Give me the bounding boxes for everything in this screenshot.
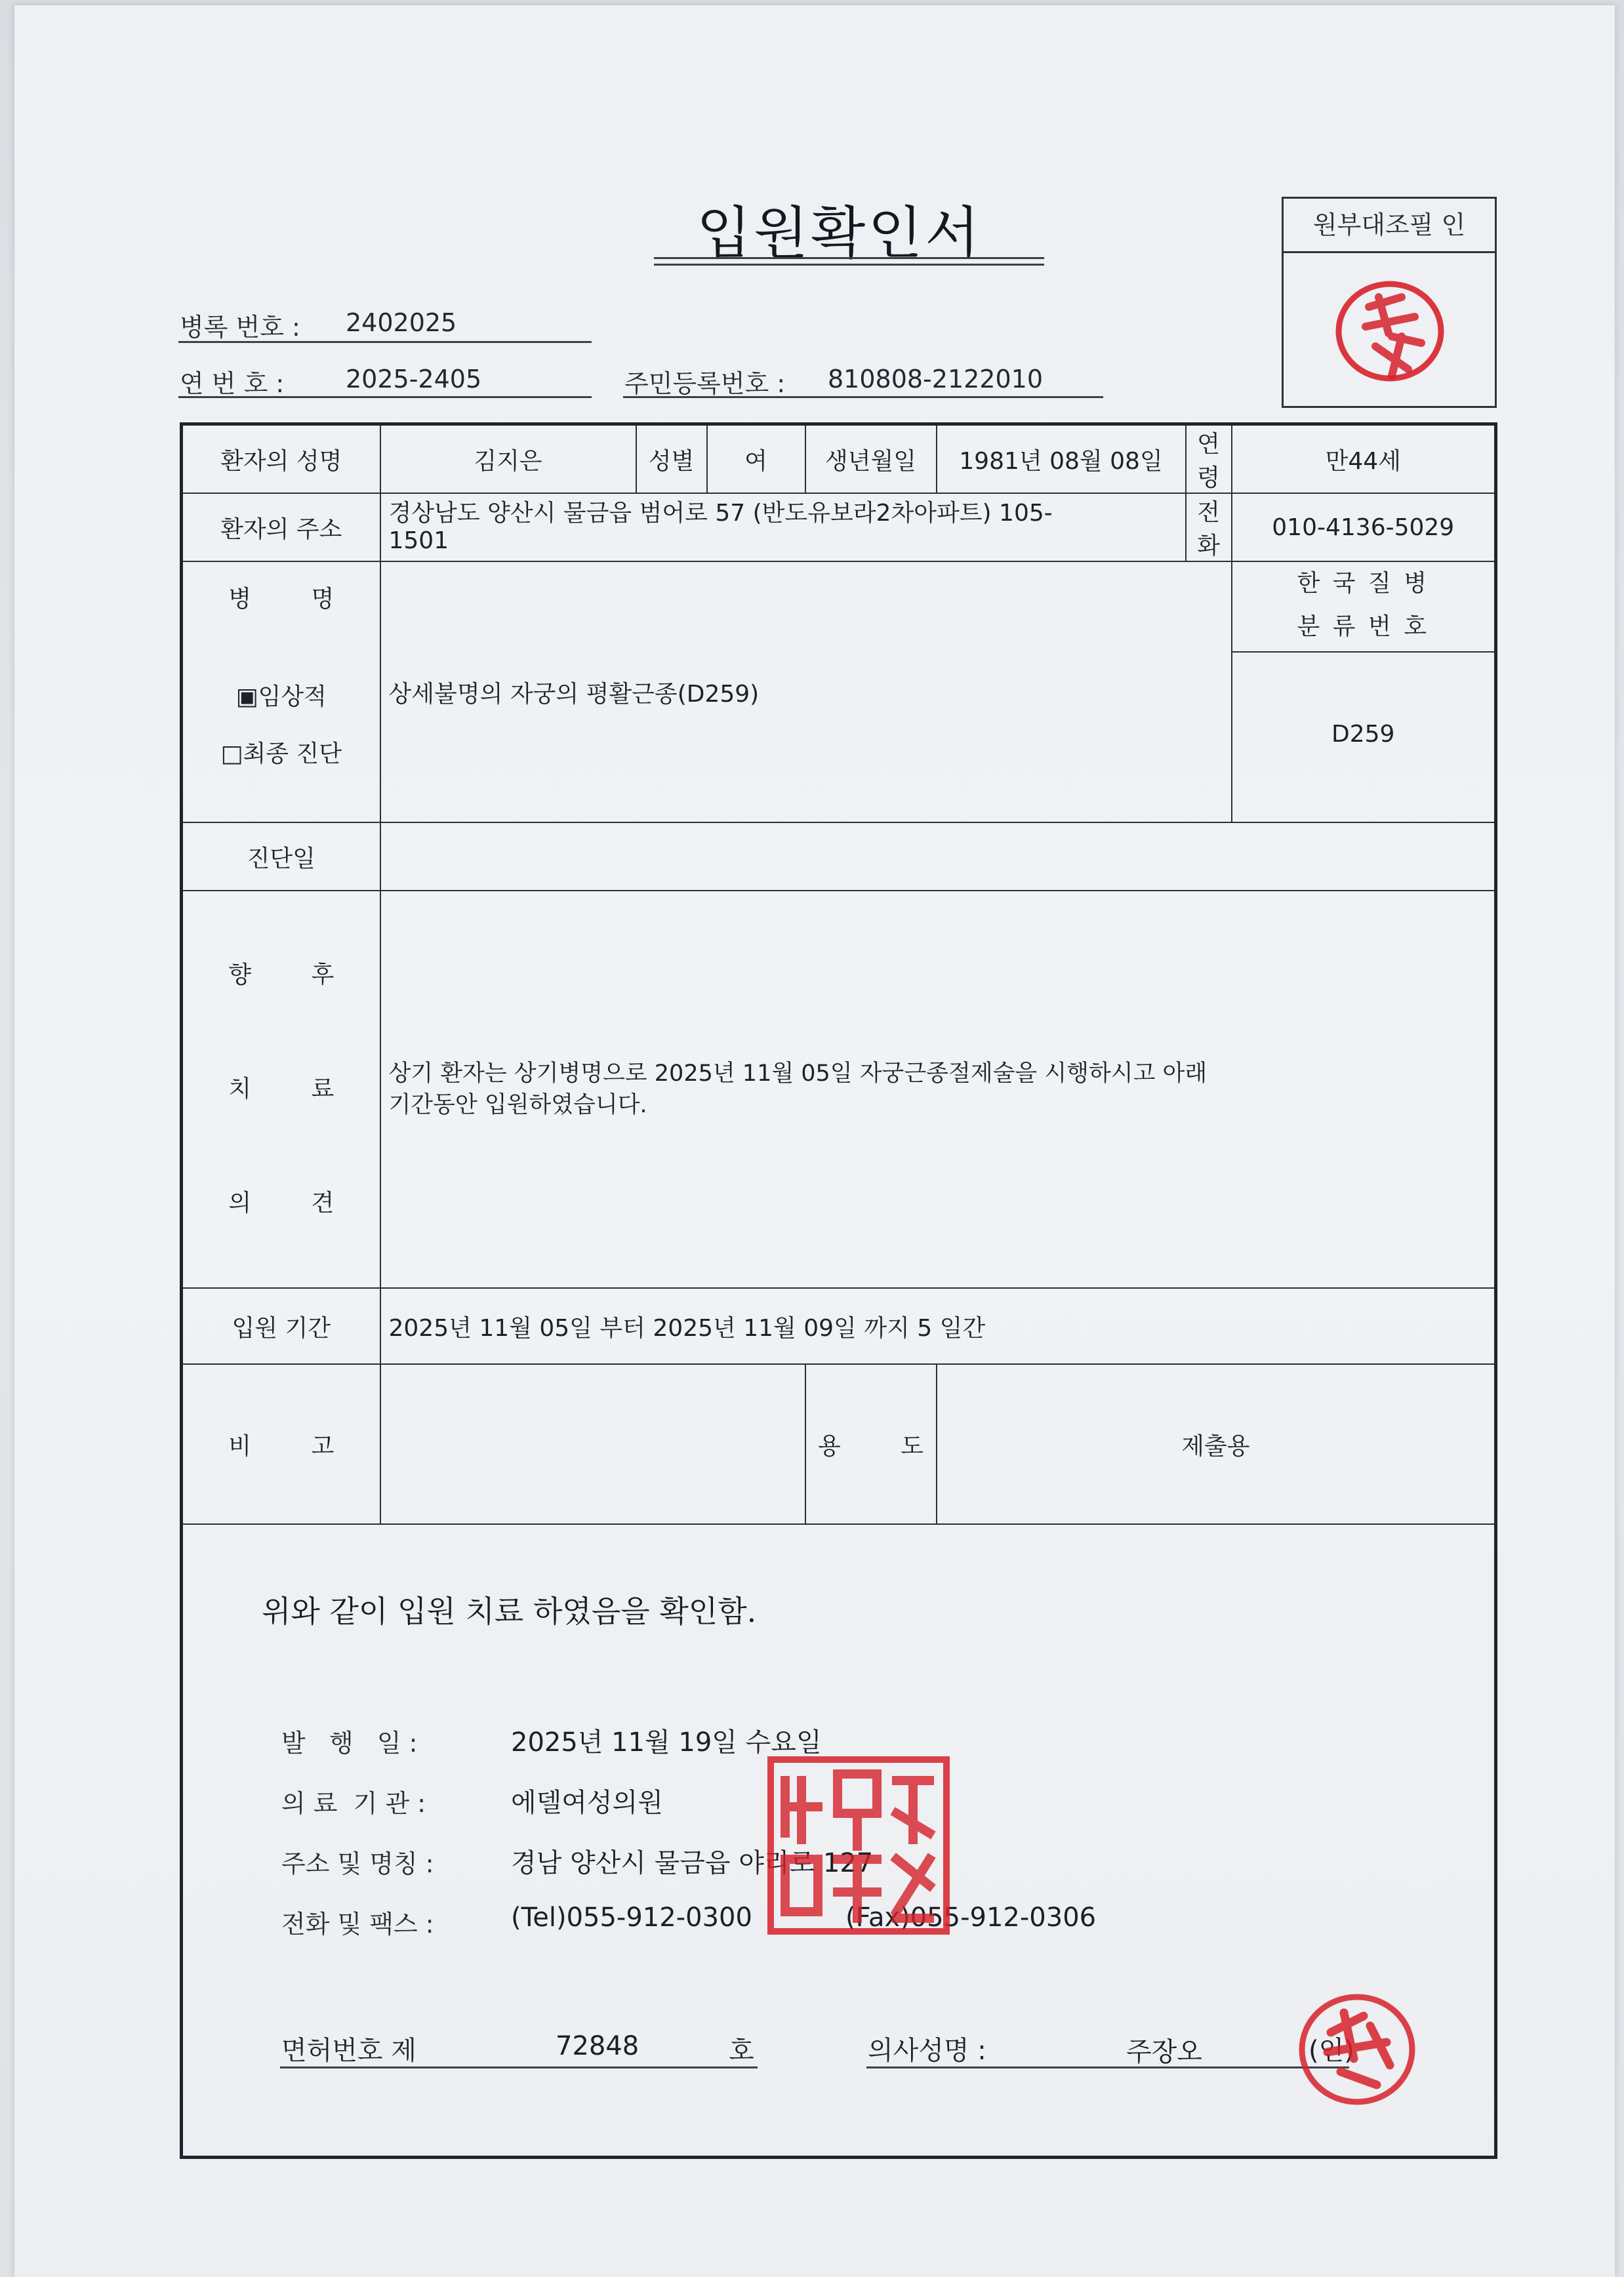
remarks-label: 비 고 [182, 1364, 380, 1524]
rrn-value: 810808-2122010 [828, 365, 1044, 393]
clinic-address-value: 경남 양산시 물금읍 야리로 127 [511, 1848, 874, 1878]
birth-value: 1981년 08월 08일 [937, 424, 1186, 494]
diagnosis-value: 상세불명의 자궁의 평활근종(D259) [380, 561, 1232, 822]
license-underline [280, 2066, 758, 2068]
license-label: 면허번호 제 [281, 2036, 416, 2066]
rrn-underline [623, 396, 1103, 398]
fax-value: (Fax)055-912-0306 [845, 1903, 1097, 1933]
institution-label: 의 료 기 관 : [281, 1789, 426, 1818]
clinical-diagnosis-check: ▣임상적 [235, 683, 327, 710]
confirmation-statement: 위와 같이 입원 치료 하였음을 확인함. [262, 1594, 757, 1629]
contact-label: 전화 및 팩스 : [281, 1910, 434, 1939]
age-value: 만44세 [1232, 424, 1496, 494]
chart-number-value: 2402025 [346, 308, 457, 337]
birth-label: 생년월일 [805, 424, 937, 494]
age-label: 연령 [1186, 424, 1232, 494]
diagnosis-label: 병 명 [228, 586, 335, 613]
kcd-label-line-2: 분 류 번 호 [1297, 613, 1429, 640]
original-check-seal-box [1282, 197, 1497, 408]
kcd-label-line-1: 한 국 질 병 [1297, 570, 1429, 597]
chart-number-label: 병록 번호 : [180, 313, 300, 342]
patient-info-row [182, 424, 1496, 494]
phone-label: 전화 [1186, 493, 1232, 561]
license-suffix: 호 [729, 2036, 754, 2066]
title-underline-bottom [654, 264, 1044, 266]
admission-period-value: 2025년 11월 05일 부터 2025년 11월 09일 까지 5 일간 [380, 1288, 1496, 1364]
sex-label: 성별 [636, 424, 707, 494]
confirmation-row [182, 1524, 1496, 2158]
check-seal-stamp-icon [1330, 271, 1454, 389]
opinion-label-3: 의 견 [228, 1190, 335, 1217]
title-underline-top [654, 257, 1044, 259]
opinion-label-cell [182, 891, 380, 1288]
patient-name-value: 김지은 [380, 424, 636, 494]
patient-name-label: 환자의 성명 [182, 424, 380, 494]
phone-value: 010-4136-5029 [1232, 493, 1496, 561]
license-value: 72848 [556, 2031, 639, 2061]
issue-date-value: 2025년 11월 19일 수요일 [511, 1727, 822, 1758]
admission-period-row [182, 1288, 1496, 1364]
rrn-label: 주민등록번호 : [624, 369, 786, 398]
kcd-value: D259 [1331, 721, 1395, 748]
confirmation-cell [182, 1524, 1496, 2158]
opinion-label-1: 향 후 [228, 961, 335, 988]
opinion-line-2: 기간동안 입원하였습니다. [388, 1092, 647, 1118]
diagnosis-row [182, 561, 1496, 822]
address-value-cell [380, 493, 1186, 561]
purpose-label: 용 도 [805, 1364, 937, 1524]
paper-sheet [14, 5, 1615, 2277]
diagnosis-date-row [182, 822, 1496, 891]
admission-form-table [180, 422, 1497, 2159]
clinic-seal-icon [765, 1754, 952, 1938]
kcd-cell [1232, 561, 1496, 822]
admission-period-label: 입원 기간 [182, 1288, 380, 1364]
institution-value: 에델여성의원 [511, 1788, 663, 1818]
doctor-underline [866, 2066, 1349, 2068]
doctor-label: 의사성명 : [868, 2036, 986, 2066]
serial-number-underline [178, 396, 592, 398]
doctor-seal-icon [1291, 1986, 1423, 2111]
issue-date-label: 발 행 일 : [281, 1729, 418, 1758]
opinion-line-1: 상기 환자는 상기병명으로 2025년 11월 05일 자궁근종절제술을 시행하시고 아래 [388, 1060, 1208, 1087]
serial-number-label: 연 번 호 : [180, 369, 285, 398]
address-label: 환자의 주소 [182, 493, 380, 561]
doctor-name: 주장오 [1126, 2037, 1202, 2067]
treatment-opinion-row [182, 891, 1496, 1288]
sex-value: 여 [707, 424, 805, 494]
opinion-value-cell [380, 891, 1496, 1288]
diagnosis-label-cell [182, 561, 380, 822]
final-diagnosis-check: □최종 진단 [220, 740, 342, 767]
document-title: 입원확인서 [697, 201, 983, 266]
diagnosis-date-value [380, 822, 1496, 891]
clinic-address-label: 주소 및 명칭 : [281, 1849, 434, 1878]
diagnosis-date-label: 진단일 [182, 822, 380, 891]
address-value-line-2: 1501 [388, 527, 449, 554]
remarks-row [182, 1364, 1496, 1524]
address-value-line-1: 경상남도 양산시 물금읍 범어로 57 (반도유보라2차아파트) 105- [388, 500, 1053, 527]
seal-box-label: 원부대조필 인 [1284, 199, 1495, 253]
serial-number-value: 2025-2405 [346, 365, 482, 393]
opinion-label-2: 치 료 [228, 1076, 335, 1102]
seal-mark: (인) [1309, 2036, 1354, 2066]
remarks-value [380, 1364, 805, 1524]
tel-value: (Tel)055-912-0300 [511, 1903, 752, 1933]
patient-address-row [182, 493, 1496, 561]
kcd-label [1232, 562, 1495, 653]
chart-number-underline [178, 341, 592, 343]
purpose-value: 제출용 [937, 1364, 1496, 1524]
